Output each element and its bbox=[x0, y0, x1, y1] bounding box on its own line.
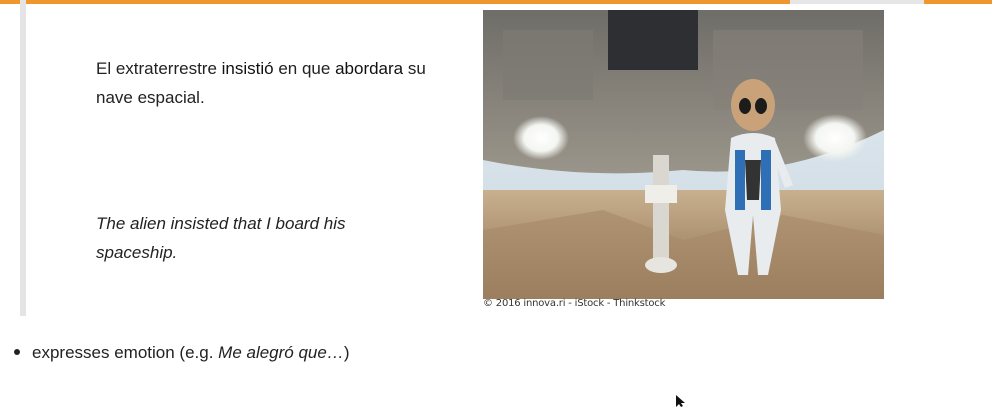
alien-spaceship-image bbox=[483, 10, 884, 299]
top-accent-bar bbox=[0, 0, 790, 4]
highlight-verb-abordara: abordara bbox=[335, 59, 404, 78]
highlight-verb-insistio: insistió bbox=[221, 59, 274, 78]
top-bar-gap bbox=[790, 0, 924, 4]
blockquote-rule bbox=[20, 0, 26, 316]
english-translation: The alien insisted that I board his spaceship. bbox=[96, 214, 346, 262]
top-accent-bar-right bbox=[924, 0, 992, 4]
image-credit: © 2016 innova.ri - iStock - Thinkstock bbox=[483, 298, 666, 309]
bullet-icon bbox=[14, 349, 20, 355]
bullet-example: Me alegró que… bbox=[218, 343, 344, 362]
mouse-cursor-icon bbox=[676, 394, 686, 412]
list-item-emotion: expresses emotion (e.g. Me alegró que…) bbox=[14, 343, 350, 363]
spanish-example: El extraterrestre insistió en que abordara su nave espacial. bbox=[96, 59, 426, 107]
